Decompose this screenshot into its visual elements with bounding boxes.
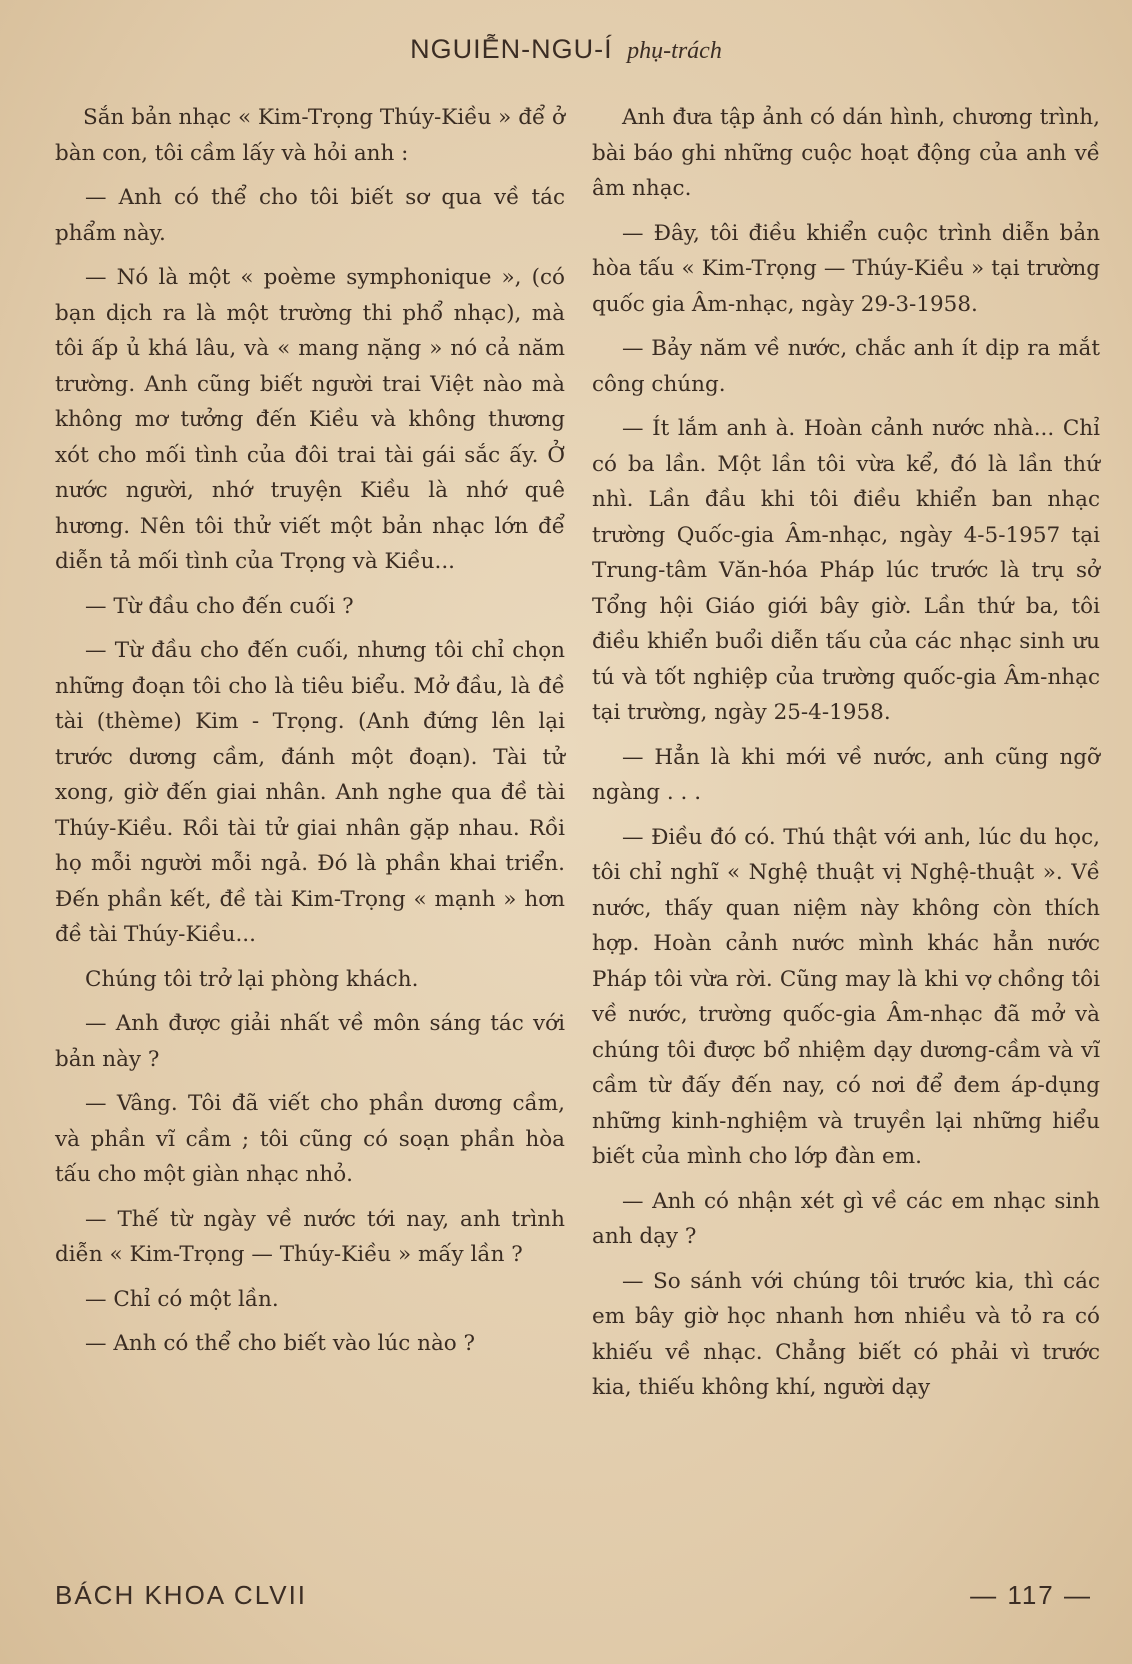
- paragraph: — Anh được giải nhất về môn sáng tác với bản này ?: [55, 1011, 565, 1072]
- header-subtitle: phụ-trách: [627, 38, 722, 64]
- paragraph: — Ít lắm anh à. Hoàn cảnh nước nhà... Chỉ có ba lần. Một lần tôi vừa kể, đó là lần thứ nhì. Lần đầu khi tôi điều khiển ban nhạc trường Quốc-gia Âm-nhạc, ngày 4-5-1957 tại Trung-tâm Văn-hóa Pháp lúc trước là trụ sở Tổng hội Giáo giới bây giờ. Lần thứ ba, tôi điều khiển buổi diễn tấu của các nhạc sinh ưu tú và tốt nghiệp của trường quốc-gia Âm-nhạc tại trường, ngày 25-4-1958.: [592, 416, 1100, 725]
- paragraph: Chúng tôi trở lại phòng khách.: [85, 966, 419, 992]
- paragraph: — Nó là một « poème symphonique », (có bạn dịch ra là một trường thi phổ nhạc), mà tôi ấp ủ khá lâu, và « mang nặng » nó cả năm trường. Anh cũng biết người trai Việt nào mà không mơ tưởng đến Kiều và không thương xót cho mối tình của đôi trai tài gái sắc ấy. Ở nước người, nhớ truyện Kiều là nhớ quê hương. Nên tôi thử viết một bản nhạc lớn để diễn tả mối tình của Trọng và Kiều...: [55, 265, 565, 574]
- paragraph: — Từ đầu cho đến cuối, nhưng tôi chỉ chọn những đoạn tôi cho là tiêu biểu. Mở đầu, là đề tài (thème) Kim - Trọng. (Anh đứng lên lại trước dương cầm, đánh một đoạn). Tài tử xong, giờ đến giai nhân. Anh nghe qua đề tài Thúy-Kiều. Rồi tài tử giai nhân gặp nhau. Rồi họ mỗi người mỗi ngả. Đó là phần khai triển. Đến phần kết, đề tài Kim-Trọng « mạnh » hơn đề tài Thúy-Kiều...: [55, 638, 565, 947]
- page-number: — 117 —: [970, 1580, 1092, 1610]
- paragraph: — Điều đó có. Thú thật với anh, lúc du học, tôi chỉ nghĩ « Nghệ thuật vị Nghệ-thuật ». Về nước, thấy quan niệm này không còn thích hợp. Hoàn cảnh nước mình khác hẳn nước Pháp tôi vừa rời. Cũng may là khi vợ chồng tôi về nước, trường quốc-gia Âm-nhạc đã mở và chúng tôi được bổ nhiệm dạy dương-cầm và vĩ cầm từ đấy đến nay, có nơi để đem áp-dụng những kinh-nghiệm và truyền lại những hiểu biết của mình cho lớp đàn em.: [592, 824, 1100, 1169]
- paragraph: Sắn bản nhạc « Kim-Trọng Thúy-Kiều » để ở bàn con, tôi cầm lấy và hỏi anh :: [55, 105, 565, 166]
- paragraph: — So sánh với chúng tôi trước kia, thì các em bây giờ học nhanh hơn nhiều và tỏ ra có khiếu về nhạc. Chẳng biết có phải vì trước kia, thiếu không khí, người dạy: [592, 1268, 1100, 1400]
- paragraph: — Từ đầu cho đến cuối ?: [85, 593, 354, 619]
- paragraph: — Bảy năm về nước, chắc anh ít dịp ra mắt công chúng.: [592, 336, 1100, 397]
- left-column: [55, 100, 565, 1371]
- paragraph: — Hẳn là khi mới về nước, anh cũng ngỡ ngàng . . .: [592, 744, 1100, 805]
- paragraph: — Anh có thể cho biết vào lúc nào ?: [85, 1331, 476, 1356]
- paragraph: — Vâng. Tôi đã viết cho phần dương cầm, và phần vĩ cầm ; tôi cũng có soạn phần hòa tấu cho một giàn nhạc nhỏ.: [55, 1091, 565, 1187]
- page-header: [0, 34, 1132, 65]
- paragraph: Anh đưa tập ảnh có dán hình, chương trình, bài báo ghi những cuộc hoạt động của anh về âm nhạc.: [592, 105, 1100, 201]
- paragraph: — Anh có thể cho tôi biết sơ qua về tác phẩm này.: [55, 185, 565, 246]
- paragraph: — Đây, tôi điều khiển cuộc trình diễn bản hòa tấu « Kim-Trọng — Thúy-Kiều » tại trường quốc gia Âm-nhạc, ngày 29-3-1958.: [592, 220, 1100, 317]
- paragraph: — Anh có nhận xét gì về các em nhạc sinh anh dạy ?: [592, 1188, 1100, 1249]
- magazine-name: BÁCH KHOA CLVII: [55, 1580, 308, 1610]
- paragraph: — Thế từ ngày về nước tới nay, anh trình diễn « Kim-Trọng — Thúy-Kiều » mấy lần ?: [55, 1206, 565, 1267]
- paragraph: — Chỉ có một lần.: [85, 1286, 279, 1312]
- header-title: NGUIỄN-NGU-Í: [410, 34, 613, 64]
- right-column: [592, 100, 1100, 1415]
